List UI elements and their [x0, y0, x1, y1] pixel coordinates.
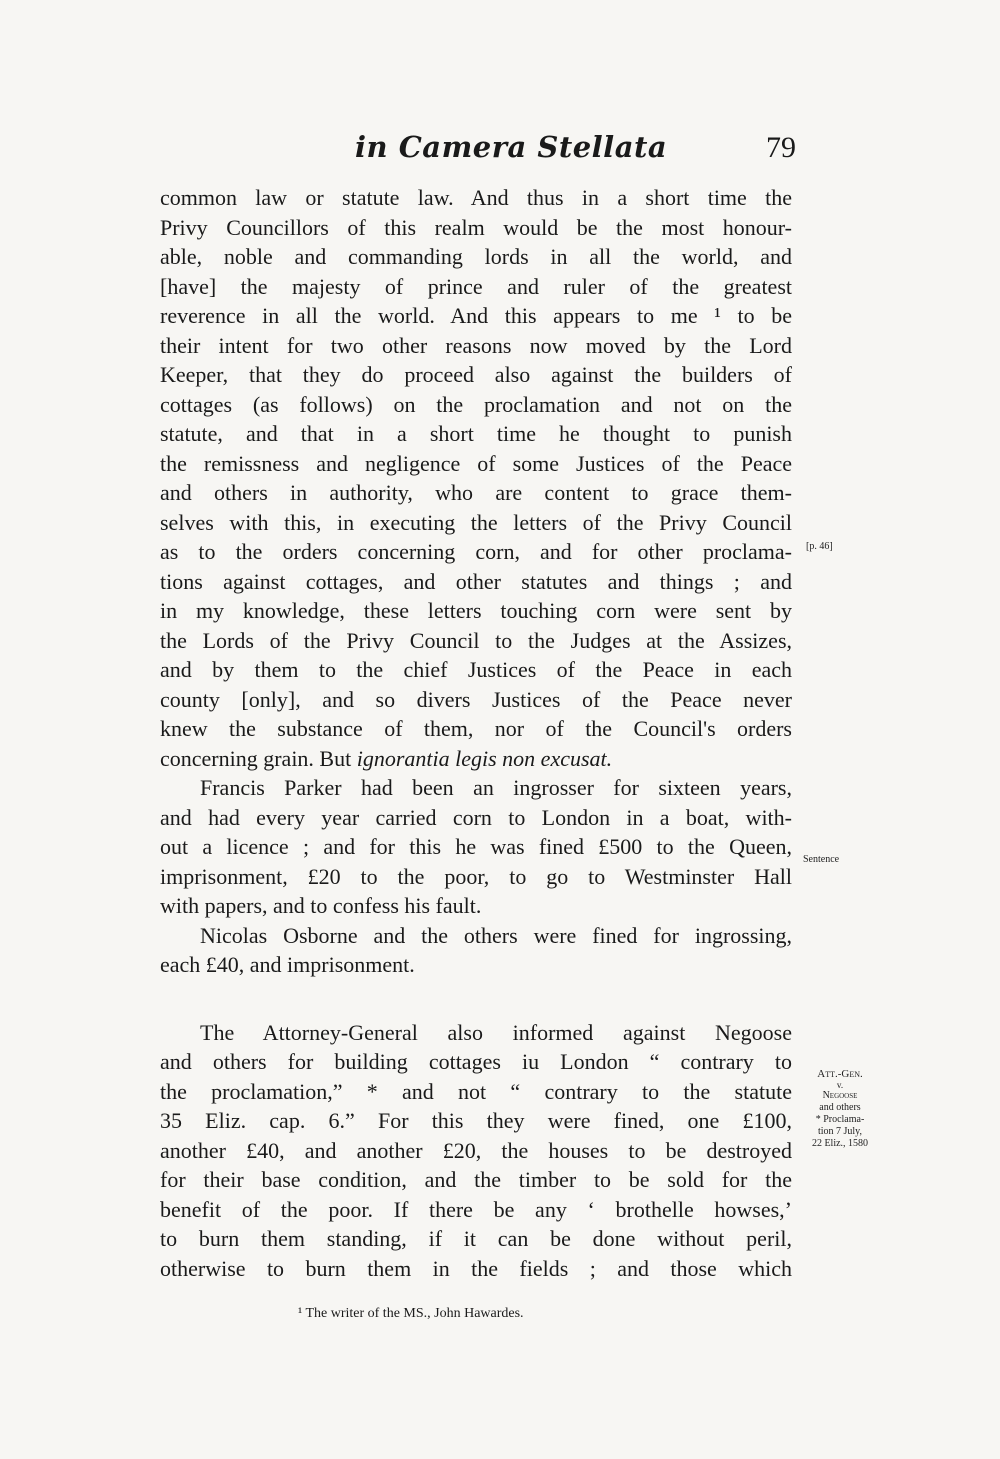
paragraph-4: [160, 1018, 792, 1284]
footnote: ¹ The writer of the MS., John Hawardes.: [298, 1306, 524, 1321]
margin-procl-2: tion 7 July,: [817, 1126, 863, 1137]
margin-negoose: Negoose: [822, 1090, 858, 1101]
text-line: imprisonment, £20 to the poor, to go to Westminster Hall: [160, 863, 792, 889]
paragraph-1: [160, 183, 792, 773]
margin-sentence: Sentence: [803, 854, 840, 865]
text-line: able, noble and commanding lords in all the world, and: [160, 244, 792, 269]
text-line: selves with this, in executing the letters of the Privy Council: [160, 509, 792, 535]
text-line: common law or statute law. And thus in a short time the: [160, 185, 792, 210]
text-line: in my knowledge, these letters touching corn were sent by: [160, 598, 792, 623]
text-line: the Lords of the Privy Council to the Judges at the Assizes,: [160, 627, 792, 653]
text-line: county [only], and so divers Justices of the Peace never: [160, 686, 792, 712]
text-line: otherwise to burn them in the fields ; and those which: [160, 1255, 792, 1281]
margin-procl-1: * Proclama-: [815, 1114, 865, 1125]
text-line: and had every year carried corn to London in a boat, with-: [160, 804, 792, 830]
text-line: Francis Parker had been an ingrosser for sixteen years,: [200, 775, 792, 800]
text-line: as to the orders concerning corn, and for other proclama-: [160, 539, 792, 564]
text-line: Nicolas Osborne and the others were fined for ingrossing,: [200, 922, 792, 948]
text-line: the proclamation,” * and not “ contrary to the statute: [160, 1078, 792, 1104]
text-line: each £40, and imprisonment.: [160, 952, 415, 977]
text-run: concerning grain. But: [160, 745, 357, 771]
text-line: cottages (as follows) on the proclamation and not on the: [160, 391, 792, 417]
latin-maxim: ignorantia legis non excusat.: [356, 745, 613, 771]
text-line: with papers, and to confess his fault.: [160, 893, 482, 918]
text-line: reverence in all the world. And this appears to me ¹ to be: [160, 303, 792, 328]
text-line: tions against cottages, and other statutes and things ; and: [160, 568, 792, 594]
margin-and-others: and others: [819, 1102, 861, 1113]
text-line: knew the substance of them, nor of the Council's orders: [160, 716, 792, 741]
margin-versus: v.: [836, 1080, 844, 1090]
paragraph-3: [160, 921, 792, 980]
margin-att-gen: Att.-Gen.: [817, 1068, 863, 1080]
paragraph-2: [160, 773, 792, 921]
text-line: benefit of the poor. If there be any ‘ brothelle howses,’: [160, 1196, 792, 1222]
margin-note-case: [800, 1068, 880, 1150]
text-line: The Attorney-General also informed against Negoose: [200, 1019, 792, 1045]
text-line: for their base condition, and the timber to be sold for the: [160, 1167, 792, 1192]
margin-page-ref: [p. 46]: [806, 541, 833, 552]
text-line: [160, 744, 792, 774]
text-line: another £40, and another £20, the houses to be destroyed: [160, 1137, 792, 1163]
text-line: Privy Councillors of this realm would be the most honour-: [160, 214, 792, 240]
text-line: out a licence ; and for this he was fined £500 to the Queen,: [160, 834, 792, 859]
text-line: the remissness and negligence of some Justices of the Peace: [160, 450, 792, 476]
margin-procl-3: 22 Eliz., 1580: [811, 1138, 869, 1149]
text-line: Keeper, that they do proceed also against the builders of: [160, 362, 792, 387]
text-line: statute, and that in a short time he thought to punish: [160, 421, 792, 446]
body-text: [160, 183, 792, 1283]
text-line: 35 Eliz. cap. 6.” For this they were fined, one £100,: [160, 1108, 792, 1133]
text-line: their intent for two other reasons now moved by the Lord: [160, 332, 792, 358]
text-line: to burn them standing, if it can be done without peril,: [160, 1226, 792, 1251]
text-line: and others for building cottages iu London “ contrary to: [160, 1049, 792, 1074]
text-line: [have] the majesty of prince and ruler of the greatest: [160, 273, 792, 299]
running-title: in Camera Stellata: [355, 130, 668, 164]
page-number: 79: [766, 131, 796, 164]
text-line: and by them to the chief Justices of the Peace in each: [160, 657, 792, 682]
text-line: and others in authority, who are content to grace them-: [160, 480, 792, 505]
